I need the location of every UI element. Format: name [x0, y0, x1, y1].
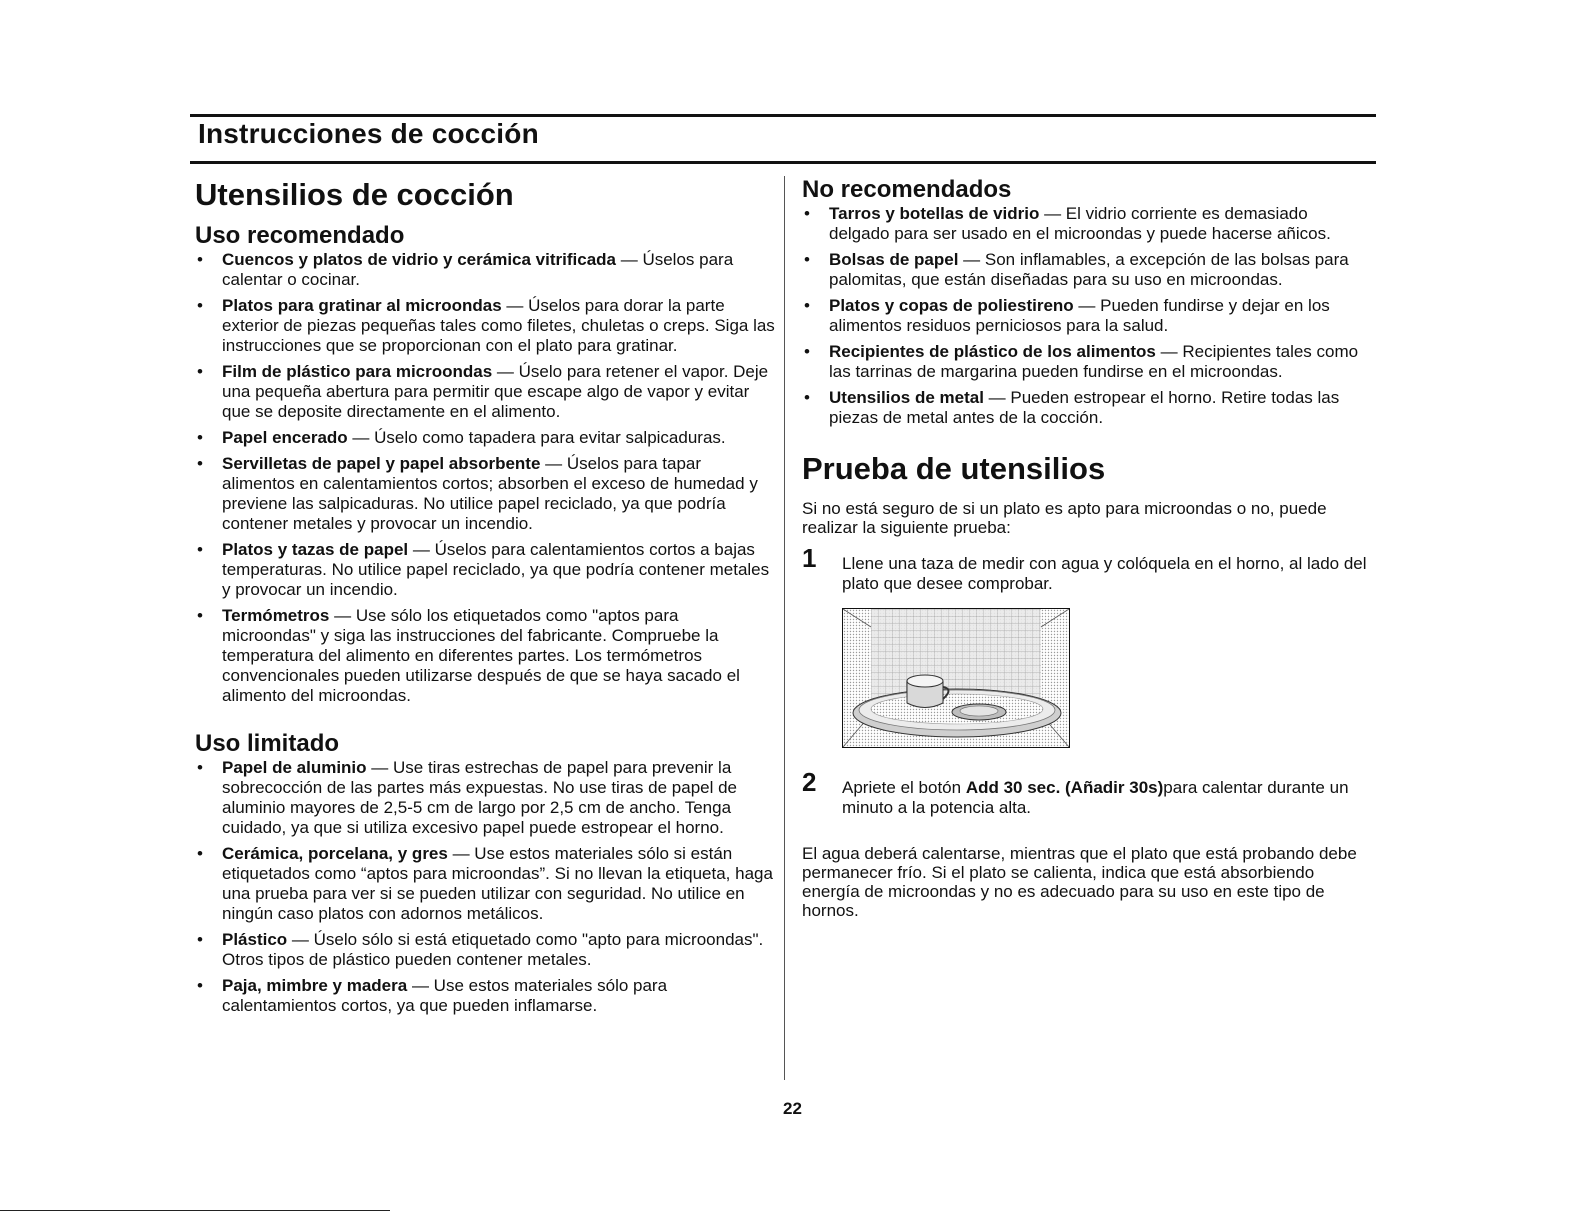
- item-description: — Úselo como tapadera para evitar salpicaduras.: [347, 428, 726, 447]
- test-step-1: [802, 543, 1372, 594]
- section-heading-test: Prueba de utensilios: [802, 451, 1106, 486]
- list-item: [802, 250, 1372, 290]
- item-description: — Use sólo los etiquetados como "aptos para microondas" y siga las instrucciones del fabricante. Compruebe la temperatura del alimento en diferentes partes. Los termómetros convencionales pueden utilizarse después de que se haya sacado el alimento del microondas.: [222, 606, 740, 705]
- list-item: [195, 976, 775, 1016]
- item-term: Platos y copas de poliestireno: [829, 296, 1074, 315]
- bullet-icon: •: [804, 342, 810, 361]
- item-description: — Use estos materiales sólo si están etiquetados como “aptos para microondas”. Si no llevan la etiqueta, haga una prueba para ver si se pueden utilizar con seguridad. No utilice en ningún caso platos con adornos metálicos.: [222, 844, 773, 923]
- step-text-before: Apriete el botón: [842, 778, 966, 797]
- oven-cup-plate-drawing: [843, 609, 1069, 747]
- list-item: [802, 342, 1372, 382]
- item-description: — Úselo para retener el vapor. Deje una pequeña abertura para permitir que escape algo de vapor y evitar que se deposite directamente en el alimento.: [222, 362, 769, 421]
- item-term: Utensilios de metal: [829, 388, 984, 407]
- item-term: Bolsas de papel: [829, 250, 959, 269]
- item-term: Platos para gratinar al microondas: [222, 296, 502, 315]
- bullet-icon: •: [197, 930, 203, 949]
- item-term: Plástico: [222, 930, 288, 949]
- bullet-icon: •: [197, 362, 203, 381]
- step-number: 1: [802, 543, 817, 573]
- right-column: [802, 176, 1372, 920]
- step-number: 2: [802, 767, 817, 797]
- microwave-test-illustration: [842, 608, 1070, 748]
- list-item: [195, 540, 775, 600]
- item-description: — Pueden fundirse y dejar en los alimentos residuos perniciosos para la salud.: [829, 296, 1330, 335]
- item-description: — Son inflamables, a excepción de las bolsas para palomitas, que están diseñadas para su uso en microondas.: [829, 250, 1349, 289]
- button-name-add-30-sec: Add 30 sec. (Añadir 30s): [965, 778, 1164, 797]
- not-recommended-list: [802, 204, 1372, 428]
- item-description: — Use estos materiales sólo para calentamientos cortos, ya que pueden inflamarse.: [222, 976, 668, 1015]
- left-column: [195, 176, 775, 1022]
- item-term: Cerámica, porcelana, y gres: [222, 844, 448, 863]
- item-description: — El vidrio corriente es demasiado delgado para ser usado en el microondas y puede hacerse añicos.: [829, 204, 1331, 243]
- page-header: [190, 114, 1376, 164]
- step-text-after: para calentar durante un minuto a la potencia alta.: [842, 778, 1349, 817]
- bullet-icon: •: [197, 844, 203, 863]
- page-number: 22: [783, 1099, 802, 1118]
- recommended-list: [195, 250, 775, 706]
- list-item: [195, 428, 775, 448]
- bullet-icon: •: [197, 758, 203, 777]
- step-text: Llene una taza de medir con agua y colóquela en el horno, al lado del plato que desee comprobar.: [842, 554, 1367, 593]
- section-heading-utensils: Utensilios de cocción: [195, 177, 514, 212]
- list-item: [802, 388, 1372, 428]
- item-description: — Úselos para calentar o cocinar.: [222, 250, 734, 289]
- item-description: — Úselos para calentamientos cortos a bajas temperaturas. No utilice papel reciclado, ya que podría contener metales y provocar un incendio.: [222, 540, 770, 599]
- bullet-icon: •: [197, 976, 203, 995]
- list-item: [195, 844, 775, 924]
- item-description: — Recipientes tales como las tarrinas de margarina pueden fundirse en el microondas.: [829, 342, 1359, 381]
- item-term: Papel de aluminio: [222, 758, 367, 777]
- list-item: [195, 606, 775, 706]
- item-description: — Úselos para dorar la parte exterior de piezas pequeñas tales como filetes, chuletas o creps. Siga las instrucciones que se proporcionan con el plato para gratinar.: [222, 296, 775, 355]
- item-description: — Pueden estropear el horno. Retire todas las piezas de metal antes de la cocción.: [829, 388, 1340, 427]
- item-term: Cuencos y platos de vidrio y cerámica vitrificada: [222, 250, 616, 269]
- bullet-icon: •: [197, 454, 203, 473]
- bullet-icon: •: [197, 296, 203, 315]
- item-term: Platos y tazas de papel: [222, 540, 409, 559]
- bullet-icon: •: [804, 204, 810, 223]
- column-divider: [784, 176, 785, 1080]
- bullet-icon: •: [804, 296, 810, 315]
- subheading-not-recommended: No recomendados: [802, 176, 1012, 203]
- item-term: Servilletas de papel y papel absorbente: [222, 454, 541, 473]
- list-item: [195, 250, 775, 290]
- bullet-icon: •: [804, 388, 810, 407]
- item-term: Paja, mimbre y madera: [222, 976, 408, 995]
- item-term: Recipientes de plástico de los alimentos: [829, 342, 1156, 361]
- list-item: [195, 362, 775, 422]
- list-item: [802, 296, 1372, 336]
- subheading-limited: Uso limitado: [195, 730, 340, 757]
- bullet-icon: •: [197, 540, 203, 559]
- list-item: [195, 454, 775, 534]
- bullet-icon: •: [804, 250, 810, 269]
- item-term: Papel encerado: [222, 428, 348, 447]
- item-term: Termómetros: [222, 606, 330, 625]
- bullet-icon: •: [197, 606, 203, 625]
- item-description: — Úselo sólo si está etiquetado como "apto para microondas". Otros tipos de plástico pueden contener metales.: [222, 930, 764, 969]
- test-conclusion: El agua deberá calentarse, mientras que el plato que está probando debe permanecer frío. Si el plato se calienta, indica que está absorbiendo energía de microondas y no es adecuado para su uso en este tipo de hornos.: [802, 844, 1357, 920]
- page-title: Instrucciones de cocción: [198, 118, 539, 149]
- item-description: — Úselos para tapar alimentos en calentamientos cortos; absorben el exceso de humedad y previene las salpicaduras. No utilice papel reciclado, ya que podría contener metales y provocar un incendio.: [222, 454, 758, 533]
- footer-rule: [0, 1210, 390, 1211]
- list-item: [195, 758, 775, 838]
- test-step-2: [802, 767, 1372, 818]
- bullet-icon: •: [197, 428, 203, 447]
- test-intro: Si no está seguro de si un plato es apto para microondas o no, puede realizar la siguiente prueba:: [802, 499, 1327, 537]
- list-item: [195, 296, 775, 356]
- limited-list: [195, 758, 775, 1016]
- list-item: [802, 204, 1372, 244]
- item-term: Film de plástico para microondas: [222, 362, 493, 381]
- subheading-recommended: Uso recomendado: [195, 222, 405, 249]
- list-item: [195, 930, 775, 970]
- item-term: Tarros y botellas de vidrio: [829, 204, 1040, 223]
- bullet-icon: •: [197, 250, 203, 269]
- item-description: — Use tiras estrechas de papel para prevenir la sobrecocción de las partes más expuestas. No use tiras de papel de aluminio mayores de 2,5-5 cm de largo por 2,5 cm de ancho. Tenga cuidado, ya que si utiliza excesivo papel puede estropear el horno.: [222, 758, 738, 837]
